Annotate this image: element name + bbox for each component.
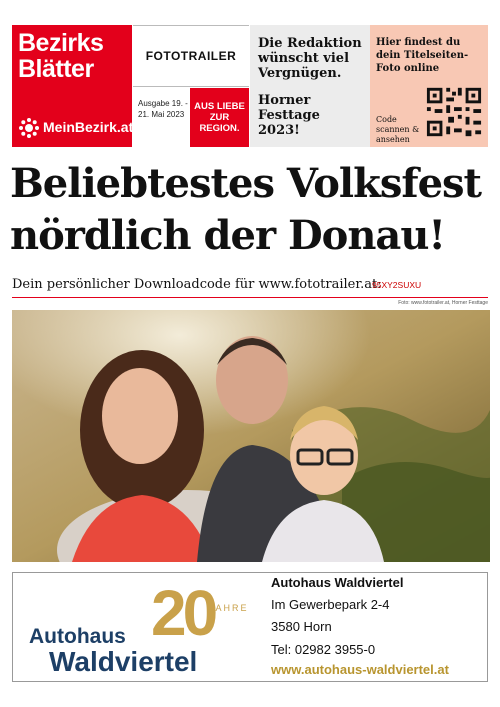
brand-title-2: Blätter <box>18 55 94 83</box>
meinbezirk-logo-icon <box>18 117 40 139</box>
fototrailer-label: FOTOTRAILER <box>133 25 249 87</box>
ad-website-link[interactable]: www.autohaus-waldviertel.at <box>271 662 449 677</box>
qr-instructions: Hier findest du dein Titelseiten-Foto online <box>376 37 469 74</box>
qr-box <box>370 25 488 147</box>
brand-block <box>12 25 132 147</box>
family-photo <box>12 310 490 562</box>
download-text: Dein persönlicher Downloadcode für www.fototrailer.at: <box>12 277 382 292</box>
download-code: 95XY2SUXU <box>372 280 422 290</box>
ad-phone[interactable]: Tel: 02982 3955-0 <box>271 642 376 657</box>
editorial-box <box>250 25 370 147</box>
ad-city: 3580 Horn <box>271 619 332 634</box>
editorial-greeting: Die Redaktion wünscht viel Vergnügen. <box>258 36 362 81</box>
ad-logo-jahre: JAHRE <box>209 603 249 613</box>
brand-site: MeinBezirk.at <box>43 119 134 135</box>
ad-company-name: Autohaus Waldviertel <box>271 575 404 590</box>
brand-title-1: Bezirks <box>18 29 104 57</box>
region-badge: AUS LIEBE ZUR REGION. <box>190 88 249 147</box>
event-name: Horner Festtage 2023! <box>258 93 320 138</box>
divider <box>12 297 488 298</box>
issue-date: Ausgabe 19. - 21. Mai 2023 <box>138 99 188 119</box>
qr-scan-hint: Code scannen & ansehen <box>376 115 420 144</box>
ad-street: Im Gewerbepark 2-4 <box>271 597 390 612</box>
ad-logo-line1: Autohaus <box>29 625 126 648</box>
ad-logo-number: 20 <box>151 577 215 649</box>
advertisement[interactable] <box>12 572 488 682</box>
photo-credit: Foto: www.fototrailer.at, Horner Festtage <box>398 300 488 306</box>
page-headline: Beliebtestes Volksfest nördlich der Donau! <box>10 160 482 259</box>
qr-code-icon[interactable] <box>425 85 483 139</box>
photo-illustration <box>12 310 490 562</box>
ad-logo-line2: Waldviertel <box>49 646 198 677</box>
